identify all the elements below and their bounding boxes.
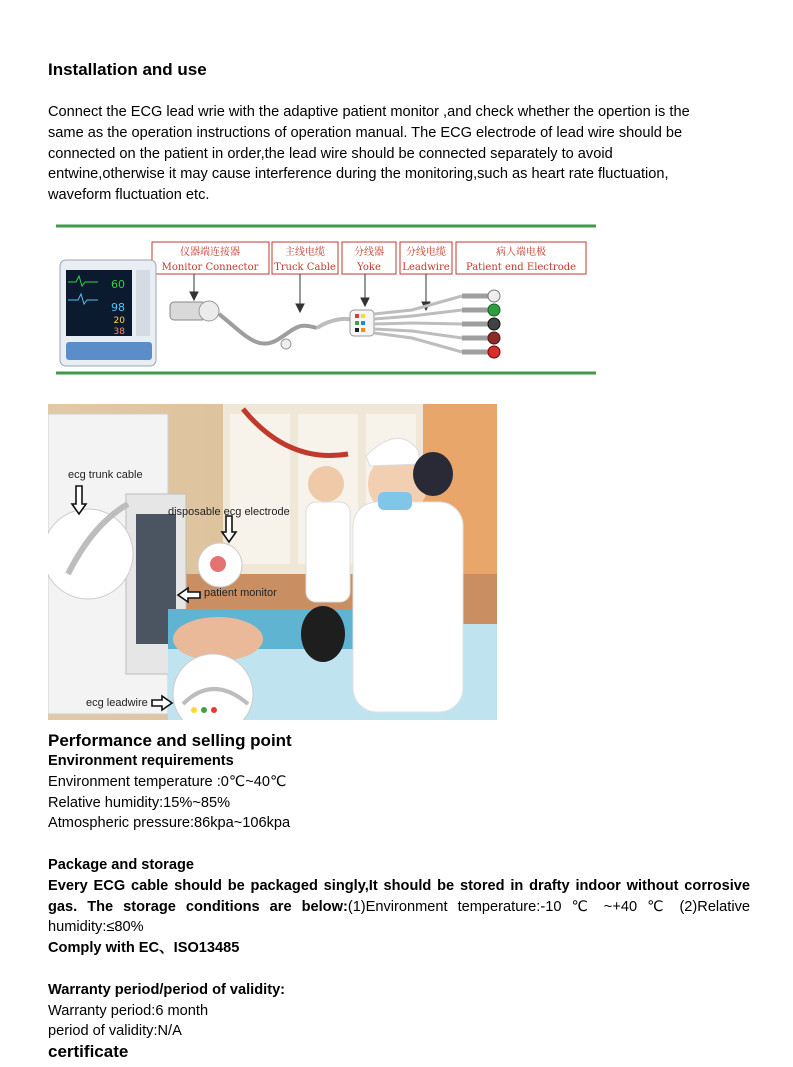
electrode-snaps <box>488 290 500 358</box>
paragraph-line: same as the operation instructions of operation manual. The ECG electrode of lead wire should be <box>48 124 683 141</box>
env-line: Relative humidity:15%~85% <box>48 794 231 811</box>
label-cn: 主线电缆 <box>285 247 325 258</box>
warranty-line: Warranty period:6 month <box>48 1002 209 1019</box>
installation-paragraph <box>48 102 758 206</box>
env-line: Atmospheric pressure:86kpa~106kpa <box>48 815 291 832</box>
photo-label-leadwire: ecg leadwire <box>86 697 148 709</box>
label-cn: 病人端电极 <box>496 247 546 258</box>
certificate-heading: certificate <box>48 1042 129 1061</box>
env-line: Environment temperature :0℃~40℃ <box>48 773 287 790</box>
photo-label-monitor: patient monitor <box>204 587 277 599</box>
label-en: Monitor Connector <box>161 262 259 273</box>
section-title-performance: Performance and selling point <box>48 731 292 750</box>
ecg-usage-photo <box>48 404 497 720</box>
pkg-paragraph <box>48 876 750 938</box>
photo-label-electrode: disposable ecg electrode <box>168 506 290 518</box>
comply-line: Comply with EC、ISO13485 <box>48 940 240 957</box>
photo-label-trunk-cable: ecg trunk cable <box>68 469 143 481</box>
patient-monitor-device <box>60 260 156 366</box>
label-en: Yoke <box>357 262 381 273</box>
monitor-reading: 98 <box>111 301 125 314</box>
warranty-line: period of validity:N/A <box>48 1023 182 1040</box>
pkg-title: Package and storage <box>48 856 195 873</box>
section-title-installation: Installation and use <box>48 60 207 79</box>
paragraph-line: connected on the patient in order,the lead wire should be connected separately to avoid <box>48 145 613 162</box>
monitor-reading: 38 <box>113 327 125 337</box>
label-en: Leadwire <box>402 262 450 273</box>
paragraph-line: Connect the ECG lead wrie with the adaptive patient monitor ,and check whether the opertion is the <box>48 104 690 120</box>
paragraph-line: entwine,otherwise it may cause interference during the monitoring,such as heart rate fluctuation, <box>48 166 669 183</box>
performance-body <box>48 751 750 1042</box>
pkg-normal-text: (1)Environment temperature:-10 ℃ ~+40 ℃ (2)Relative humidity:≤80% <box>48 898 751 936</box>
ecg-cable-diagram <box>52 222 598 378</box>
label-en: Truck Cable <box>274 262 336 273</box>
pkg-bold-text: Every ECG cable should be packaged singly,It should be stored in drafty indoor without corrosive gas. The storage conditions are below: <box>48 877 750 915</box>
monitor-reading: 20 <box>113 316 125 326</box>
label-cn: 仪器端连接器 <box>180 247 240 258</box>
warranty-title: Warranty period/period of validity: <box>48 981 286 998</box>
label-cn: 分线电缆 <box>406 247 446 258</box>
paragraph-line: waveform fluctuation etc. <box>48 187 210 204</box>
monitor-reading: 60 <box>111 278 125 291</box>
env-title: Environment requirements <box>48 753 234 769</box>
label-cn: 分线器 <box>354 247 384 258</box>
label-en: Patient end Electrode <box>465 262 577 273</box>
